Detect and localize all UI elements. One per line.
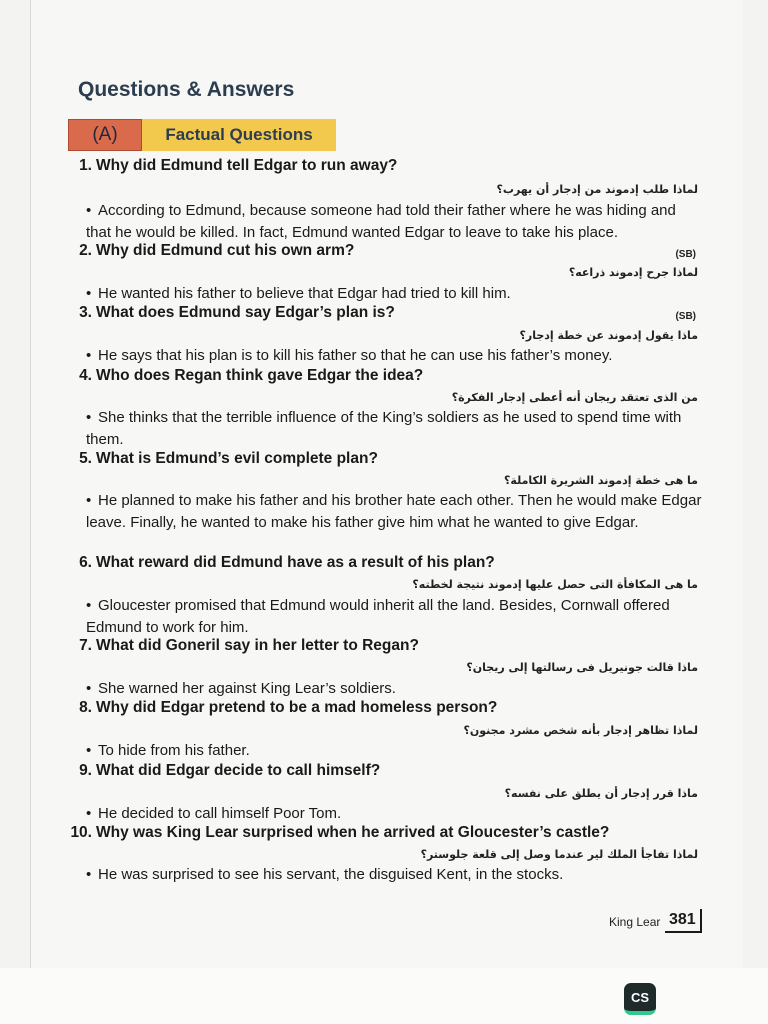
answer-text: To hide from his father. xyxy=(98,742,250,759)
question-8 xyxy=(0,699,700,717)
question-number: 3. xyxy=(79,304,92,321)
bullet-icon: • xyxy=(86,597,92,614)
arabic-translation: ماذا يقول إدموند عن خطة إدجار؟ xyxy=(519,329,698,342)
section-title: Factual Questions xyxy=(142,119,336,151)
question-2 xyxy=(0,242,700,260)
bullet-icon: • xyxy=(86,805,92,822)
page-title: Questions & Answers xyxy=(78,78,295,101)
question-number: 7. xyxy=(79,637,92,654)
question-text: Why was King Lear surprised when he arrived at Gloucester’s castle? xyxy=(96,824,610,841)
question-1 xyxy=(0,157,700,175)
answer-4 xyxy=(86,407,702,450)
answer-text: According to Edmund, because someone had told their father where he was hiding and that he would be killed. In fact, Edmund wanted Edgar to leave to take his place. xyxy=(86,202,676,241)
question-number: 10. xyxy=(70,824,92,841)
answer-6 xyxy=(86,595,702,638)
answer-10 xyxy=(86,864,702,886)
answer-2 xyxy=(86,283,702,305)
question-number: 2. xyxy=(79,242,92,259)
bullet-icon: • xyxy=(86,742,92,759)
arabic-translation: من الذى تعتقد ريجان أنه أعطى إدجار الفكرة؟ xyxy=(451,391,698,404)
question-text: Why did Edmund tell Edgar to run away? xyxy=(96,157,398,174)
question-text: What does Edmund say Edgar’s plan is? xyxy=(96,304,395,321)
question-number: 6. xyxy=(79,554,92,571)
bullet-icon: • xyxy=(86,285,92,302)
camscanner-logo-icon: CS xyxy=(624,983,656,1015)
question-text: What did Goneril say in her letter to Regan? xyxy=(96,637,419,654)
question-text: What reward did Edmund have as a result of his plan? xyxy=(96,554,495,571)
answer-5 xyxy=(86,490,702,533)
answer-text: He was surprised to see his servant, the disguised Kent, in the stocks. xyxy=(98,866,564,883)
arabic-translation: ما هى خطة إدموند الشريرة الكاملة؟ xyxy=(504,474,698,487)
sb-badge: (SB) xyxy=(675,249,696,260)
arabic-translation: لماذا تفاجأ الملك لير عندما وصل إلى قلعة جلوستر؟ xyxy=(420,848,698,861)
section-label: (A) xyxy=(68,119,142,151)
answer-8 xyxy=(86,740,702,762)
footer-book-title: King Lear xyxy=(609,915,661,929)
answer-text: Gloucester promised that Edmund would inherit all the land. Besides, Cornwall offered Edmund to work for him. xyxy=(86,597,670,636)
page-number: 381 xyxy=(665,909,702,933)
bullet-icon: • xyxy=(86,202,92,219)
arabic-translation: ما هى المكافأة التى حصل عليها إدموند نتيجة لخطته؟ xyxy=(412,578,698,591)
answer-text: He planned to make his father and his brother hate each other. Then he would make Edgar leave. Finally, he wanted to make his father give him what he wanted to give Edgar. xyxy=(86,492,702,531)
section-tag xyxy=(68,119,336,151)
question-number: 8. xyxy=(79,699,92,716)
question-6 xyxy=(0,554,700,572)
bullet-icon: • xyxy=(86,680,92,697)
question-text: Who does Regan think gave Edgar the idea? xyxy=(96,367,424,384)
question-5 xyxy=(0,450,700,468)
arabic-translation: لماذا طلب إدموند من إدجار أن يهرب؟ xyxy=(496,183,698,196)
question-4 xyxy=(0,367,700,385)
answer-text: He decided to call himself Poor Tom. xyxy=(98,805,342,822)
question-number: 1. xyxy=(79,157,92,174)
question-text: Why did Edgar pretend to be a mad homeless person? xyxy=(96,699,498,716)
arabic-translation: ماذا قرر إدجار أن يطلق على نفسه؟ xyxy=(504,787,698,800)
arabic-translation: ماذا قالت جونيريل فى رسالتها إلى ريجان؟ xyxy=(466,661,698,674)
answer-3 xyxy=(86,345,702,367)
answer-text: She thinks that the terrible influence of the King’s soldiers as he used to spend time with them. xyxy=(86,409,682,448)
sb-badge: (SB) xyxy=(675,311,696,322)
question-10 xyxy=(0,824,700,842)
answer-1 xyxy=(86,200,702,243)
question-text: What is Edmund’s evil complete plan? xyxy=(96,450,378,467)
bullet-icon: • xyxy=(86,492,92,509)
question-number: 4. xyxy=(79,367,92,384)
question-9 xyxy=(0,762,700,780)
answer-text: He says that his plan is to kill his father so that he can use his father’s money. xyxy=(98,347,613,364)
arabic-translation: لماذا جرح إدموند ذراعه؟ xyxy=(568,266,698,279)
bullet-icon: • xyxy=(86,347,92,364)
question-text: Why did Edmund cut his own arm? xyxy=(96,242,355,259)
question-number: 5. xyxy=(79,450,92,467)
answer-text: She warned her against King Lear’s soldiers. xyxy=(98,680,396,697)
bullet-icon: • xyxy=(86,409,92,426)
question-3 xyxy=(0,304,700,322)
arabic-translation: لماذا تظاهر إدجار بأنه شخص مشرد مجنون؟ xyxy=(463,724,698,737)
question-text: What did Edgar decide to call himself? xyxy=(96,762,381,779)
bullet-icon: • xyxy=(86,866,92,883)
answer-9 xyxy=(86,803,702,825)
answer-7 xyxy=(86,678,702,700)
question-number: 9. xyxy=(79,762,92,779)
question-7 xyxy=(0,637,700,655)
answer-text: He wanted his father to believe that Edgar had tried to kill him. xyxy=(98,285,511,302)
